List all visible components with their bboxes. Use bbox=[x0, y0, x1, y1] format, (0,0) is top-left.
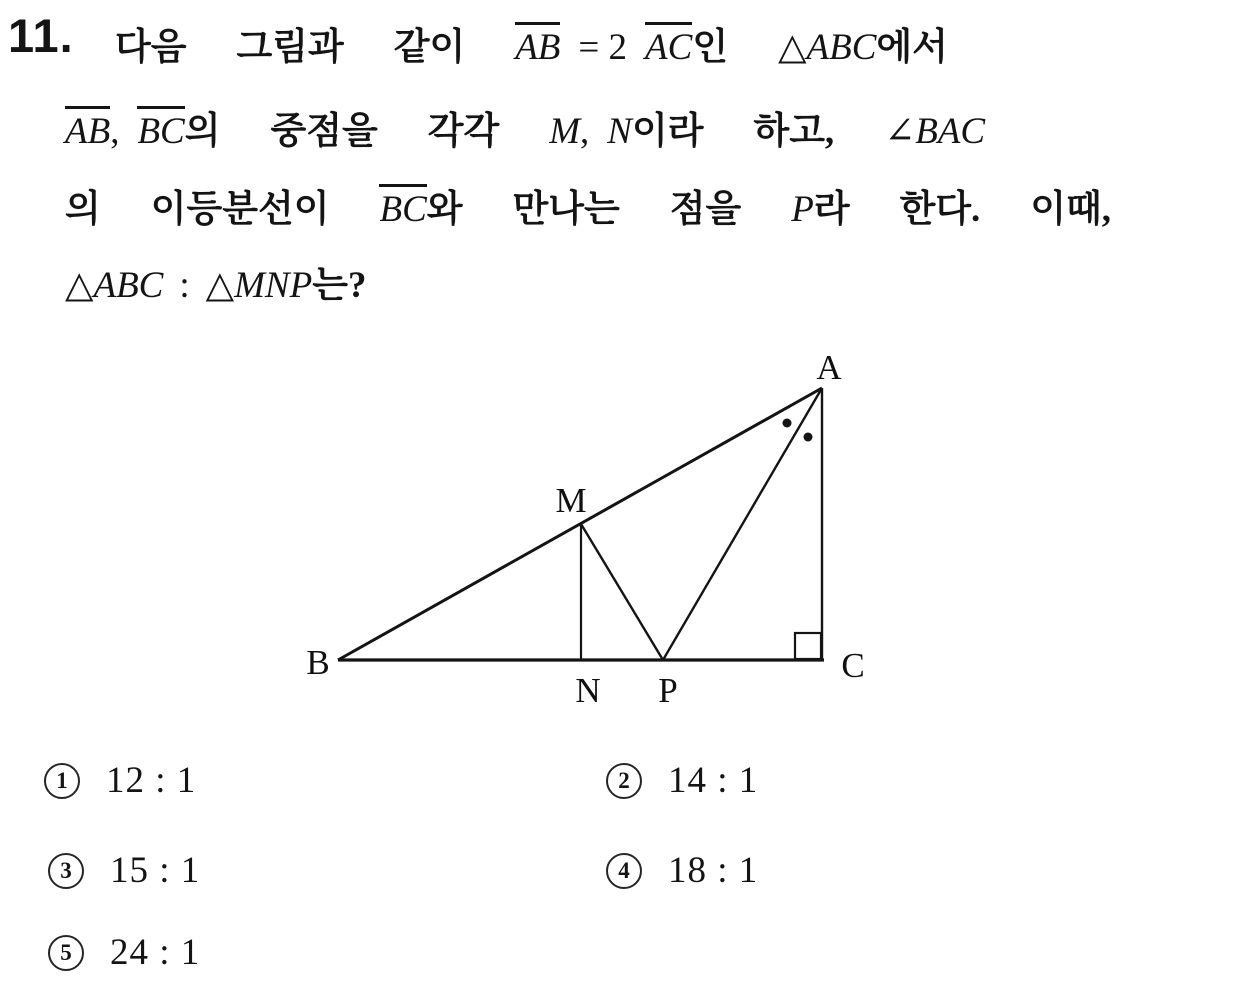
choice-circle-number: 4 bbox=[606, 853, 642, 889]
choice-option-2[interactable] bbox=[606, 759, 758, 802]
segment-bc-overline: BC bbox=[137, 106, 184, 153]
korean-word: 이때, bbox=[1030, 189, 1112, 230]
triangle-abc: ABC bbox=[93, 265, 164, 306]
choice-option-1[interactable] bbox=[44, 759, 196, 802]
vertex-a-label: A bbox=[816, 348, 842, 387]
right-angle-marker bbox=[795, 633, 821, 659]
segment-ap-bisector bbox=[663, 388, 822, 660]
korean-particle: 의 bbox=[184, 111, 221, 152]
choice-option-3[interactable] bbox=[48, 849, 200, 892]
choice-option-4[interactable] bbox=[606, 849, 758, 892]
point-m-label: M bbox=[555, 481, 587, 520]
choice-ratio-label: 12 : 1 bbox=[106, 760, 197, 801]
point-n-term: N bbox=[607, 111, 632, 152]
korean-word: 이등분선이 bbox=[150, 189, 330, 230]
korean-word: 중점을 bbox=[270, 111, 378, 152]
question-line-3 bbox=[65, 178, 1111, 232]
triangle-symbol: △ bbox=[778, 27, 807, 68]
choice-ratio-label: 14 : 1 bbox=[668, 760, 759, 801]
segment-ab-overline: AB bbox=[515, 22, 560, 69]
korean-particle: 라 bbox=[813, 189, 850, 230]
angle-mark-dot bbox=[804, 433, 813, 442]
vertex-b-label: B bbox=[306, 643, 330, 682]
segment-bc-overline: BC bbox=[379, 184, 426, 231]
triangle-symbol: △ bbox=[65, 265, 94, 306]
choice-ratio-label: 18 : 1 bbox=[668, 850, 759, 891]
segment-mp bbox=[581, 524, 663, 660]
question-line-4 bbox=[65, 254, 366, 308]
choice-circle-number: 2 bbox=[606, 763, 642, 799]
point-m-term: M bbox=[549, 111, 581, 152]
vertex-c-label: C bbox=[841, 646, 865, 685]
angle-symbol: ∠ bbox=[884, 111, 916, 152]
question-line-2 bbox=[65, 100, 985, 154]
korean-word: 만나는 bbox=[512, 189, 620, 230]
segment-ab-overline: AB bbox=[65, 106, 110, 153]
comma: , bbox=[110, 111, 120, 152]
segment-ac-overline: AC bbox=[645, 22, 692, 69]
ratio-colon: : bbox=[179, 265, 190, 306]
point-p-label: P bbox=[658, 671, 678, 710]
equals-two: = 2 bbox=[578, 27, 628, 68]
korean-particle: 인 bbox=[692, 27, 729, 68]
triangle-symbol: △ bbox=[205, 265, 235, 306]
korean-word: 점을 bbox=[669, 189, 742, 230]
angle-mark-dot bbox=[783, 419, 792, 428]
choice-circle-number: 5 bbox=[48, 935, 84, 971]
korean-word: 그림과 bbox=[236, 27, 344, 68]
choice-circle-number: 3 bbox=[48, 853, 84, 889]
triangle-abc: ABC bbox=[806, 27, 877, 68]
choice-option-5[interactable] bbox=[48, 931, 200, 974]
point-p-term: P bbox=[791, 189, 814, 230]
korean-word: 한다. bbox=[899, 189, 981, 230]
choice-ratio-label: 15 : 1 bbox=[110, 850, 201, 891]
triangle-mnp: MNP bbox=[234, 265, 313, 306]
point-n-label: N bbox=[575, 671, 601, 710]
korean-word: 각각 bbox=[427, 111, 500, 152]
korean-particle: 에서 bbox=[876, 27, 948, 68]
question-line-1 bbox=[115, 16, 948, 70]
korean-question-suffix: 는? bbox=[312, 265, 367, 306]
question-number: 11. bbox=[8, 9, 74, 62]
korean-particle: 이라 bbox=[631, 111, 704, 152]
geometry-diagram bbox=[290, 340, 890, 720]
korean-particle: 와 bbox=[426, 189, 463, 230]
korean-word: 같이 bbox=[393, 27, 466, 68]
angle-bac: BAC bbox=[915, 111, 986, 152]
comma: , bbox=[580, 111, 590, 152]
korean-word: 다음 bbox=[115, 27, 187, 68]
korean-particle: 의 bbox=[65, 189, 101, 230]
choice-ratio-label: 24 : 1 bbox=[110, 932, 201, 973]
choice-circle-number: 1 bbox=[44, 763, 80, 799]
korean-word: 하고, bbox=[753, 111, 835, 152]
